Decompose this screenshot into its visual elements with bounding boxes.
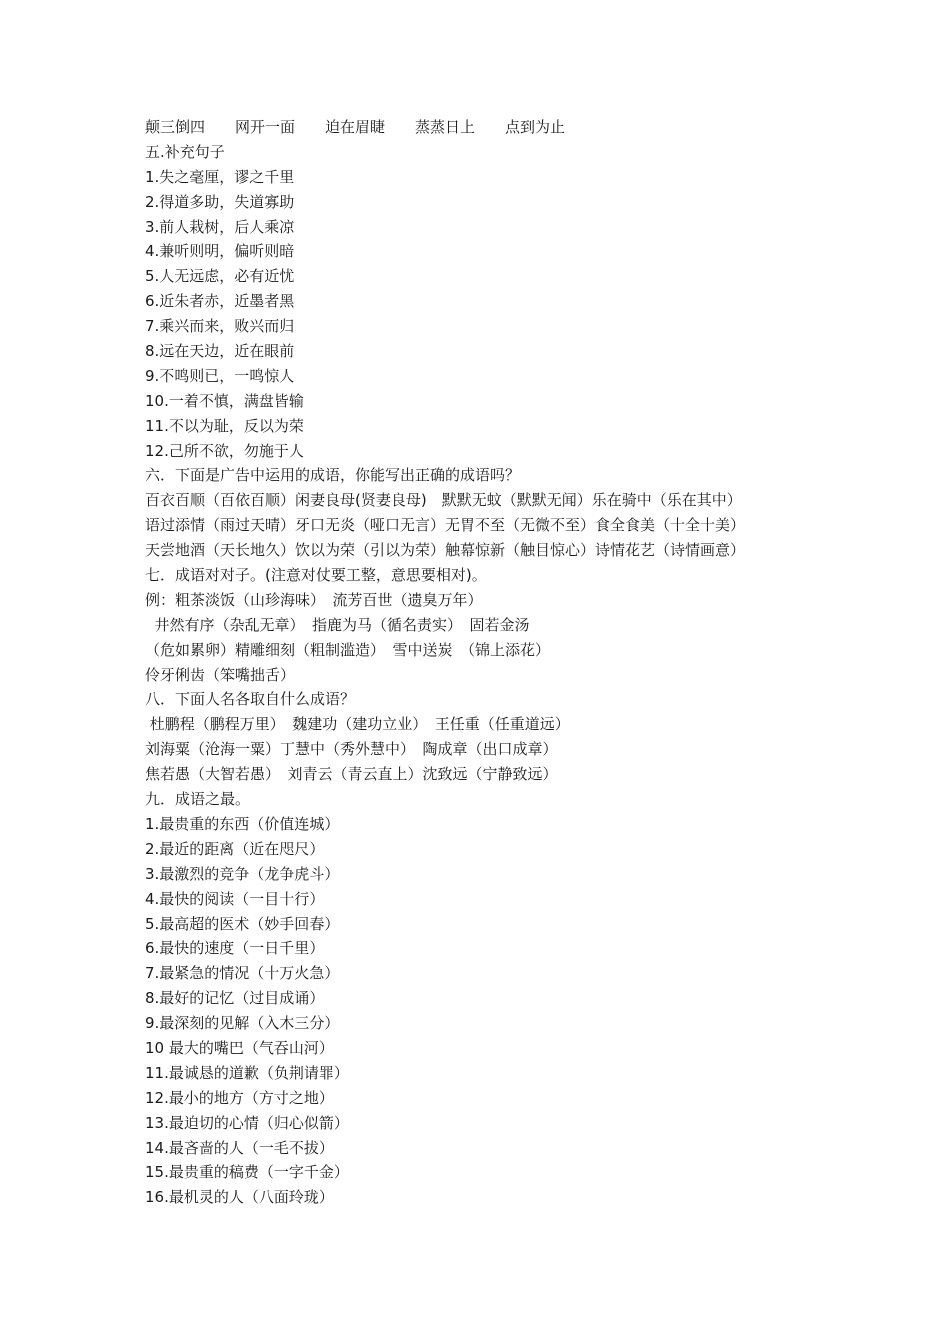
sentence-item-2: 2.得道多助，失道寡助: [145, 192, 295, 211]
sentence-item-10: 10.一着不慎，满盘皆输: [145, 391, 304, 410]
name-idiom-row-1: 杜鹏程（鹏程万里） 魏建功（建功立业） 王任重（任重道远）: [145, 715, 570, 734]
superlative-item-5: 5.最高超的医术（妙手回春）: [145, 914, 340, 933]
section-6-heading: 六．下面是广告中运用的成语，你能写出正确的成语吗？: [145, 466, 521, 485]
sentence-item-1: 1.失之毫厘，谬之千里: [145, 167, 295, 186]
name-idiom-row-3: 焦若愚（大智若愚） 刘青云（青云直上）沈致远（宁静致远）: [145, 765, 558, 784]
couplet-row-3: （危如累卵）精雕细刻（粗制滥造） 雪中送炭 （锦上添花）: [145, 640, 551, 659]
superlative-item-11: 11.最诚恳的道歉（负荆请罪）: [145, 1063, 349, 1082]
superlative-item-7: 7.最紧急的情况（十万火急）: [145, 964, 340, 983]
couplet-row-2: 井然有序（杂乱无章） 指鹿为马（循名责实） 固若金汤: [145, 615, 530, 634]
couplet-row-1: 例：粗茶淡饭（山珍海味） 流芳百世（遗臭万年）: [145, 590, 483, 609]
superlative-item-3: 3.最激烈的竞争（龙争虎斗）: [145, 864, 340, 883]
superlative-item-10: 10 最大的嘴巴（气吞山河）: [145, 1038, 334, 1057]
superlative-item-6: 6.最快的速度（一日千里）: [145, 939, 325, 958]
superlative-item-8: 8.最好的记忆（过目成诵）: [145, 989, 325, 1008]
superlative-item-2: 2.最近的距离（近在咫尺）: [145, 839, 325, 858]
sentence-item-7: 7.乘兴而来，败兴而归: [145, 317, 295, 336]
superlative-item-13: 13.最迫切的心情（归心似箭）: [145, 1113, 349, 1132]
section-9-heading: 九．成语之最。: [145, 790, 251, 809]
superlative-item-9: 9.最深刻的见解（入木三分）: [145, 1014, 340, 1033]
couplet-row-4: 伶牙俐齿（笨嘴拙舌）: [145, 665, 296, 684]
section-5-heading: 五.补充句子: [145, 142, 225, 161]
ad-idiom-row-2: 语过添情（雨过天晴）牙口无炎（哑口无言）无胃不至（无微不至）食全食美（十全十美）: [145, 516, 746, 535]
sentence-item-8: 8.远在天边，近在眼前: [145, 342, 295, 361]
sentence-item-5: 5.人无远虑，必有近忧: [145, 267, 295, 286]
sentence-item-4: 4.兼听则明，偏听则暗: [145, 242, 295, 261]
sentence-item-6: 6.近朱者赤，近墨者黑: [145, 292, 295, 311]
superlative-item-15: 15.最贵重的稿费（一字千金）: [145, 1163, 349, 1182]
section-7-heading: 七．成语对对子。(注意对仗要工整，意思要相对)。: [145, 566, 487, 585]
section-8-heading: 八．下面人名各取自什么成语？: [145, 690, 356, 709]
ad-idiom-row-1: 百衣百顺（百依百顺）闲妻良母(贤妻良母) 默默无蚊（默默无闻）乐在骑中（乐在其中）: [145, 491, 742, 510]
sentence-item-12: 12.己所不欲，勿施于人: [145, 441, 304, 460]
ad-idiom-row-3: 天尝地酒（天长地久）饮以为荣（引以为荣）触幕惊新（触目惊心）诗情花艺（诗情画意）: [145, 541, 746, 560]
idiom-list-line: 颠三倒四 网开一面 迫在眉睫 蒸蒸日上 点到为止: [145, 118, 566, 136]
superlative-item-1: 1.最贵重的东西（价值连城）: [145, 814, 340, 833]
sentence-item-9: 9.不鸣则已，一鸣惊人: [145, 366, 295, 385]
superlative-item-14: 14.最吝啬的人（一毛不拔）: [145, 1138, 334, 1157]
document-body: [145, 115, 835, 1210]
superlative-item-4: 4.最快的阅读（一目十行）: [145, 889, 325, 908]
superlative-item-16: 16.最机灵的人（八面玲珑）: [145, 1188, 334, 1207]
name-idiom-row-2: 刘海粟（沧海一粟）丁慧中（秀外慧中） 陶成章（出口成章）: [145, 740, 558, 759]
superlative-item-12: 12.最小的地方（方寸之地）: [145, 1088, 334, 1107]
sentence-item-11: 11.不以为耻，反以为荣: [145, 416, 304, 435]
sentence-item-3: 3.前人栽树，后人乘凉: [145, 217, 295, 236]
